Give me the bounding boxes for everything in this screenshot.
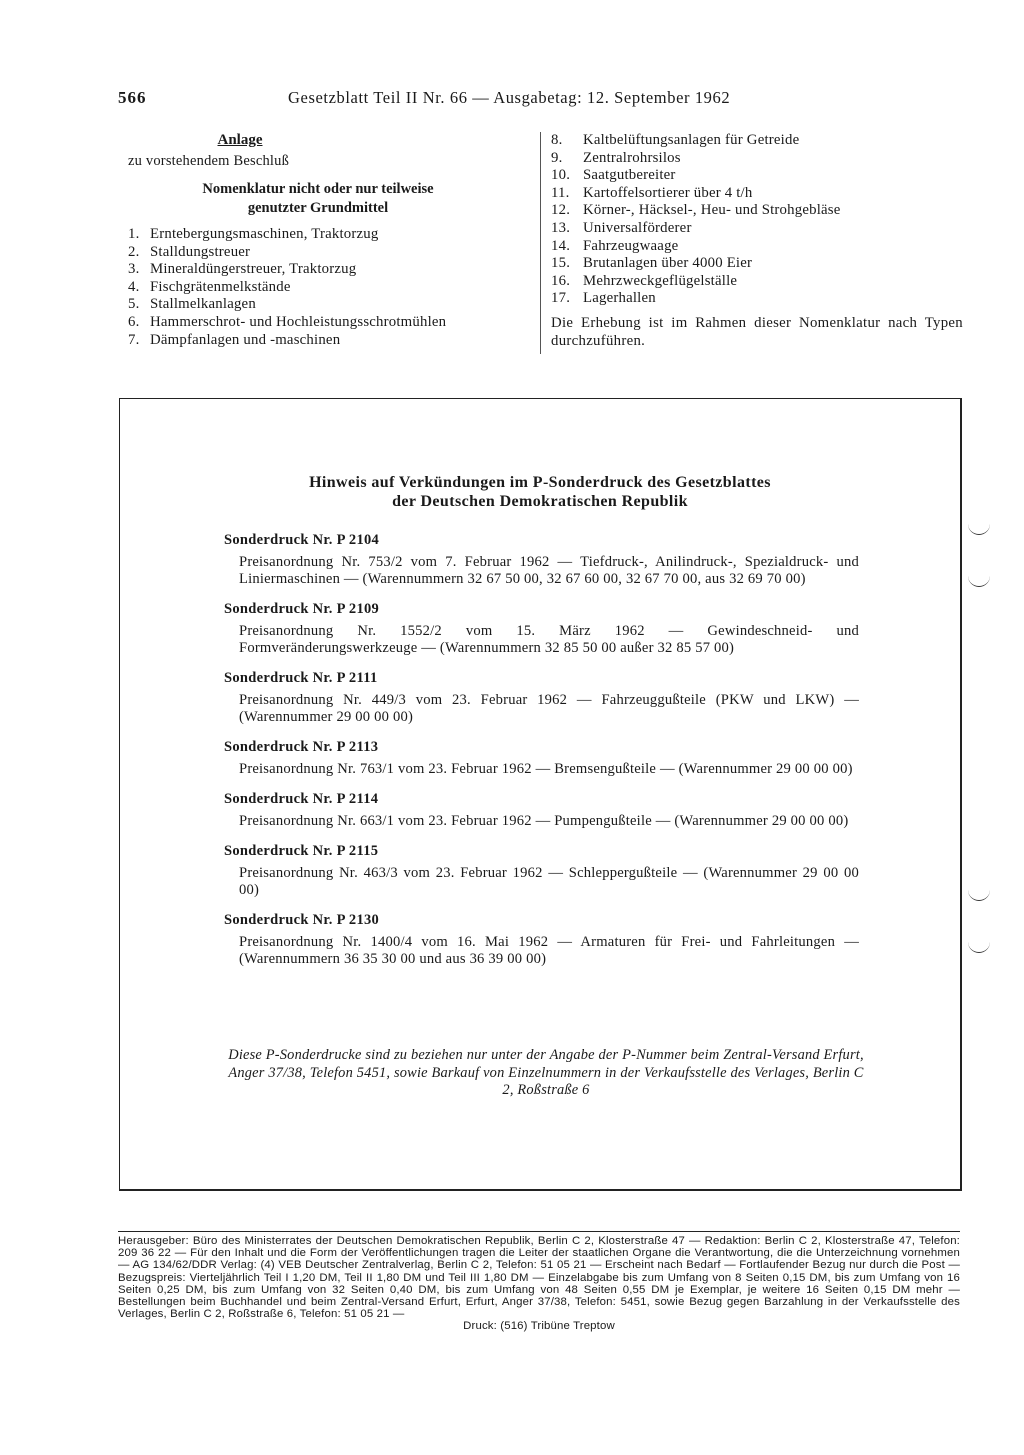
list-item-number: 6. (128, 313, 140, 330)
list-item-text: Körner-, Häcksel-, Heu- und Strohgebläse (583, 202, 841, 219)
sonderdruck-entry (224, 669, 859, 726)
scan-mark-icon (968, 572, 990, 587)
anlage-left-column (128, 132, 528, 349)
sonderdruck-entry (224, 842, 859, 899)
list-item (551, 150, 963, 168)
entry-body: Preisanordnung Nr. 463/3 vom 23. Februar 1962 — Schleppergußteile — (Warennummer 29 00 00 00) (239, 865, 859, 898)
column-divider (540, 132, 541, 354)
nomenclature-title-line1: Nomenklatur nicht oder nur teilweise (202, 181, 434, 197)
sonderdruck-entry (224, 600, 859, 657)
nomenclature-list-right (551, 132, 963, 308)
list-item-number: 9. (551, 149, 563, 166)
anlage-title: Anlage (217, 132, 263, 148)
list-item-text: Stalldungstreuer (150, 243, 251, 260)
list-item (551, 202, 963, 220)
list-item-number: 4. (128, 278, 140, 295)
page-header (118, 88, 964, 112)
sonderdruck-entry (224, 911, 859, 968)
list-item-text: Brutanlagen über 4000 Eier (583, 255, 753, 272)
list-item (128, 226, 528, 244)
list-item-text: Zentralrohrsilos (583, 149, 681, 166)
notice-title-line2: der Deutschen Demokratischen Republik (392, 493, 688, 510)
notice-box (119, 398, 962, 1191)
imprint-text: Herausgeber: Büro des Ministerrates der Deutschen Demokratischen Republik, Berlin C 2, Klosterstraße 47 — Redaktion: Berlin C 2, Klosterstraße 47, Telefon: 209 36 22 — Für den Inhalt und die Form der Veröffentlichungen tragen die Leiter der staatlichen Organe die Verantwortung, die die Unterzeichnung vornehmen — AG 134/62/DDR Verlag: (4) VEB Deutscher Zentralverlag, Berlin C 2, Telefon: 51 05 21 — Erscheint nach Bedarf — Fortlaufender Bezug nur durch die Post — Bezugspreis: Vierteljährlich Teil I 1,20 DM, Teil II 1,80 DM und Teil III 1,80 DM — Einzelabgabe bis zum Umfang von 8 Seiten 0,15 DM, bis zum Umfang von 16 Seiten 0,25 DM, bis zum Umfang von 32 Seiten 0,40 DM, bis zum Umfang von 48 Seiten 0,55 DM je Exemplar, je weitere 16 Seiten 0,15 DM mehr — Bestellungen beim Buchhandel und beim Zentral-Versand Erfurt, Erfurt, Anger 37/38, Telefon: 5451, sowie Bezug gegen Barzahlung in der Verkaufsstelle des Verlages, Berlin C 2, Roßstraße 6, Telefon: 51 05 21 — (118, 1235, 960, 1321)
entry-heading: Sonderdruck Nr. P 2130 (224, 912, 380, 928)
list-item-text: Mineraldüngerstreuer, Traktorzug (150, 261, 357, 278)
anlage-right-column (551, 132, 963, 350)
running-title: Gesetzblatt Teil II Nr. 66 — Ausgabetag: 12. September 1962 (288, 88, 731, 107)
notice-ordering-note: Diese P-Sonderdrucke sind zu beziehen nur unter der Angabe der P-Nummer beim Zentral-Versand Erfurt, Anger 37/38, Telefon 5451, sowie Barkauf von Einzelnummern in der Verkaufsstelle des Verlages, Berlin C 2, Roßstraße 6 (228, 1047, 864, 1098)
list-item (551, 132, 963, 150)
list-item-number: 14. (551, 237, 571, 254)
list-item (128, 314, 528, 332)
list-item-number: 12. (551, 202, 571, 219)
list-item-number: 7. (128, 331, 140, 348)
list-item-text: Fahrzeugwaage (583, 237, 679, 254)
scan-mark-icon (968, 520, 990, 535)
list-item (128, 244, 528, 262)
page-number: 566 (118, 88, 147, 107)
nomenclature-list-left (128, 226, 528, 349)
list-item (128, 279, 528, 297)
list-item-number: 1. (128, 226, 140, 242)
list-item-number: 3. (128, 261, 140, 278)
list-item-text: Saatgutbereiter (583, 167, 676, 184)
entry-body: Preisanordnung Nr. 1552/2 vom 15. März 1962 — Gewindeschneid- und Formveränderungswerkzeuge — (Warennummern 32 85 50 00 außer 32 85 57 00) (239, 623, 859, 656)
list-item (128, 261, 528, 279)
list-item-text: Universalförderer (583, 219, 692, 236)
imprint-footer (118, 1231, 960, 1333)
sonderdruck-entry (224, 790, 859, 830)
list-item-text: Hammerschrot- und Hochleistungsschrotmühlen (150, 313, 447, 330)
list-item-number: 16. (551, 272, 571, 289)
list-item-number: 2. (128, 243, 140, 260)
list-item (551, 273, 963, 291)
list-item-text: Mehrzweckgeflügelställe (583, 272, 738, 289)
anlage-subtitle: zu vorstehendem Beschluß (128, 153, 290, 169)
list-item (128, 332, 528, 350)
list-item-number: 13. (551, 219, 571, 236)
list-item-number: 17. (551, 290, 571, 307)
list-item (551, 185, 963, 203)
list-item (551, 290, 963, 308)
nomenclature-title-line2: genutzter Grundmittel (247, 200, 389, 216)
list-item (551, 238, 963, 256)
nomenclature-title (128, 180, 508, 218)
list-item-text: Kaltbelüftungsanlagen für Getreide (583, 132, 800, 148)
entry-heading: Sonderdruck Nr. P 2104 (224, 532, 380, 548)
list-item-number: 11. (551, 184, 570, 201)
list-item-text: Lagerhallen (583, 290, 656, 307)
list-item (551, 167, 963, 185)
list-item-number: 10. (551, 167, 571, 184)
notice-title (120, 473, 960, 511)
printer-line: Druck: (516) Tribüne Treptow (463, 1320, 615, 1333)
nomenclature-note: Die Erhebung ist im Rahmen dieser Nomenklatur nach Typen durchzuführen. (551, 314, 963, 349)
list-item-text: Erntebergungsmaschinen, Traktorzug (150, 226, 379, 242)
list-item-number: 8. (551, 132, 563, 148)
scan-mark-icon (968, 886, 990, 901)
entry-body: Preisanordnung Nr. 753/2 vom 7. Februar 1962 — Tiefdruck-, Anilindruck-, Spezialdruck- und Liniermaschinen — (Warennummern 32 67 50 00, 32 67 60 00, 32 67 70 00, aus 32 69 70 00) (239, 554, 859, 587)
list-item-number: 15. (551, 255, 571, 272)
notice-title-line1: Hinweis auf Verkündungen im P-Sonderdruck des Gesetzblattes (309, 474, 771, 491)
list-item (551, 255, 963, 273)
entry-heading: Sonderdruck Nr. P 2109 (224, 601, 380, 617)
entry-body: Preisanordnung Nr. 763/1 vom 23. Februar 1962 — Bremsengußteile — (Warennummer 29 00 00 00) (239, 761, 853, 777)
entry-heading: Sonderdruck Nr. P 2113 (224, 739, 379, 755)
list-item (128, 296, 528, 314)
list-item-number: 5. (128, 296, 140, 313)
entry-heading: Sonderdruck Nr. P 2111 (224, 670, 378, 686)
entry-body: Preisanordnung Nr. 663/1 vom 23. Februar 1962 — Pumpengußteile — (Warennummer 29 00 00 00) (239, 813, 849, 829)
list-item-text: Stallmelkanlagen (150, 296, 256, 313)
sonderdruck-entry (224, 738, 859, 778)
entry-body: Preisanordnung Nr. 1400/4 vom 16. Mai 1962 — Armaturen für Frei- und Fahrleitungen — (Warennummern 36 35 30 00 und aus 36 39 00 00) (239, 934, 859, 967)
list-item-text: Kartoffelsortierer über 4 t/h (583, 184, 753, 201)
sonderdruck-entry (224, 531, 859, 588)
entry-heading: Sonderdruck Nr. P 2114 (224, 791, 379, 807)
list-item-text: Fischgrätenmelkstände (150, 278, 291, 295)
list-item-text: Dämpfanlagen und -maschinen (150, 331, 341, 348)
scan-mark-icon (968, 938, 990, 953)
list-item (551, 220, 963, 238)
entry-body: Preisanordnung Nr. 449/3 vom 23. Februar 1962 — Fahrzeuggußteile (PKW und LKW) — (Warennummer 29 00 00 00) (239, 692, 859, 725)
notice-entries (224, 531, 859, 980)
entry-heading: Sonderdruck Nr. P 2115 (224, 843, 379, 859)
